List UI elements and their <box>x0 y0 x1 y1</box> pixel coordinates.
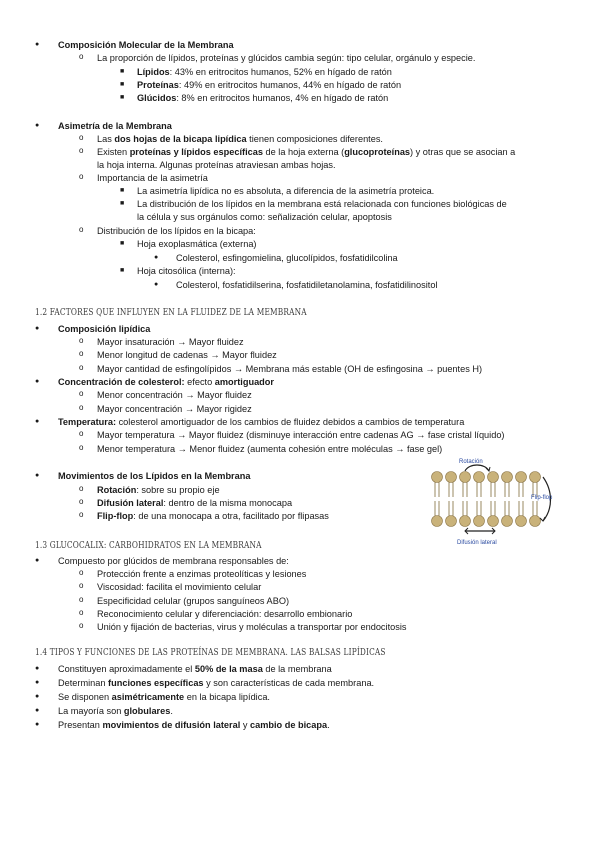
lipid-head <box>502 516 513 527</box>
glucocalix-intro: ● Compuesto por glúcidos de membrana responsables de: <box>58 555 289 568</box>
lipid-head <box>530 516 541 527</box>
movimiento-rotacion: o Rotación: sobre su propio eje <box>97 484 220 497</box>
composicion-title: ● Composición Molecular de la Membrana <box>58 39 234 52</box>
figure-label-flipflop: Flip-flop <box>531 495 553 501</box>
bilayer-movements-figure <box>425 455 563 547</box>
hoja-citosolica: ■ Hoja citosólica (interna): <box>137 265 236 278</box>
figure-label-rotacion: Rotación <box>459 459 483 465</box>
fluidez-colesterol: ● Concentración de colesterol: efecto amortiguador <box>58 376 274 389</box>
asimetria-imp1: ■ La asimetría lipídica no es absoluta, a diferencia de la asimetría proteica. <box>137 185 434 198</box>
glucocalix-item: o Viscosidad: facilita el movimiento celular <box>97 581 261 594</box>
asimetria-line2: o Existen proteínas y lípidos específicas de la hoja externa (glucoproteínas) y otras que se asocian a <box>97 146 515 159</box>
glucocalix-item: o Reconocimiento celular y diferenciación: desarrollo embionario <box>97 608 352 621</box>
lipid-head <box>432 516 443 527</box>
movimiento-difusion: o Difusión lateral: dentro de la misma monocapa <box>97 497 292 510</box>
glucocalix-item: o Especificidad celular (grupos sanguíneos ABO) <box>97 595 289 608</box>
asimetria-line2-cont: la hoja interna. Algunas proteínas atraviesan ambas hojas. <box>97 160 336 170</box>
asimetria-title: ● Asimetría de la Membrana <box>58 120 172 133</box>
proteinas-item: ● Determinan funciones específicas y son características de cada membrana. <box>58 677 374 690</box>
fluidez-temp-item: o Mayor temperatura → Mayor fluidez (disminuye interacción entre cadenas AG → fase cristal líquido) <box>97 429 505 442</box>
lipid-head <box>516 516 527 527</box>
outer-leaflet <box>432 472 541 498</box>
lipid-head <box>474 516 485 527</box>
lipid-head <box>460 472 471 483</box>
lipid-head <box>474 472 485 483</box>
fluidez-col-item: o Mayor concentración → Mayor rigidez <box>97 403 252 416</box>
composicion-item-proteinas: ■ Proteínas: 49% en eritrocitos humanos, 44% en hígado de ratón <box>137 79 401 92</box>
composicion-item-lipidos: ■ Lípidos: 43% en eritrocitos humanos, 52% en hígado de ratón <box>137 66 392 79</box>
movimientos-title: ● Movimientos de los Lípidos en la Membrana <box>58 470 250 483</box>
lipid-head <box>432 472 443 483</box>
glucocalix-item: o Protección frente a enzimas proteolíticas y lesiones <box>97 568 306 581</box>
movimiento-flipflop: o Flip-flop: de una monocapa a otra, facilitado por flipasas <box>97 510 329 523</box>
lipid-head <box>488 472 499 483</box>
fluidez-heading: 1.2 FACTORES QUE INFLUYEN EN LA FLUIDEZ DE LA MEMBRANA <box>35 307 307 318</box>
fluidez-temperatura: ● Temperatura: colesterol amortiguador de los cambios de fluidez debidos a cambios de temperatura <box>58 416 464 429</box>
lipid-head <box>516 472 527 483</box>
proteinas-item: ● Constituyen aproximadamente el 50% de la masa de la membrana <box>58 663 332 676</box>
fluidez-comp-item: o Menor longitud de cadenas → Mayor fluidez <box>97 349 277 362</box>
figure-label-difusion: Difusión lateral <box>457 540 497 546</box>
fluidez-composicion-title: ● Composición lipídica <box>58 323 150 336</box>
proteinas-item: ● La mayoría son globulares. <box>58 705 173 718</box>
proteinas-item: ● Presentan movimientos de difusión lateral y cambio de bicapa. <box>58 719 330 732</box>
rotation-arrow-icon <box>465 465 489 471</box>
lipid-head <box>530 472 541 483</box>
inner-leaflet <box>432 501 541 527</box>
fluidez-comp-item: o Mayor insaturación → Mayor fluidez <box>97 336 244 349</box>
lipid-head <box>446 472 457 483</box>
lipid-head <box>502 472 513 483</box>
fluidez-col-item: o Menor concentración → Mayor fluidez <box>97 389 252 402</box>
proteinas-heading: 1.4 TIPOS Y FUNCIONES DE LAS PROTEÍNAS DE MEMBRANA. LAS BALSAS LIPÍDICAS <box>35 647 386 658</box>
asimetria-line1: o Las dos hojas de la bicapa lipídica tienen composiciones diferentes. <box>97 133 383 146</box>
composicion-intro: o La proporción de lípidos, proteínas y glúcidos cambia según: tipo celular, orgánulo y especie. <box>97 52 475 65</box>
glucocalix-heading: 1.3 GLUCOCALIX: CARBOHIDRATOS EN LA MEMBRANA <box>35 540 262 551</box>
asimetria-imp2-cont: la célula y sus orgánulos como: señalización celular, apoptosis <box>137 212 392 222</box>
fluidez-comp-item: o Mayor cantidad de esfingolípidos → Membrana más estable (OH de esfingosina → puentes H) <box>97 363 482 376</box>
composicion-item-glucidos: ■ Glúcidos: 8% en eritrocitos humanos, 4% en hígado de ratón <box>137 92 388 105</box>
glucocalix-item: o Unión y fijación de bacterias, virus y moléculas a transportar por endocitosis <box>97 621 406 634</box>
proteinas-item: ● Se disponen asimétricamente en la bicapa lipídica. <box>58 691 270 704</box>
asimetria-importancia: o Importancia de la asimetría <box>97 172 208 185</box>
lipid-head <box>460 516 471 527</box>
asimetria-imp2: ■ La distribución de los lípidos en la membrana está relacionada con funciones biológicas de <box>137 198 507 211</box>
lipid-head <box>446 516 457 527</box>
asimetria-distribucion: o Distribución de los lípidos en la bicapa: <box>97 225 256 238</box>
lipid-head <box>488 516 499 527</box>
hoja-exoplasmatica-items: ● Colesterol, esfingomielina, glucolípidos, fosfatidilcolina <box>176 252 398 265</box>
hoja-exoplasmatica: ■ Hoja exoplasmática (externa) <box>137 238 257 251</box>
fluidez-temp-item: o Menor temperatura → Menor fluidez (aumenta cohesión entre moléculas → fase gel) <box>97 443 442 456</box>
hoja-citosolica-items: ● Colesterol, fosfatidilserina, fosfatidiletanolamina, fosfatidilinositol <box>176 279 437 292</box>
